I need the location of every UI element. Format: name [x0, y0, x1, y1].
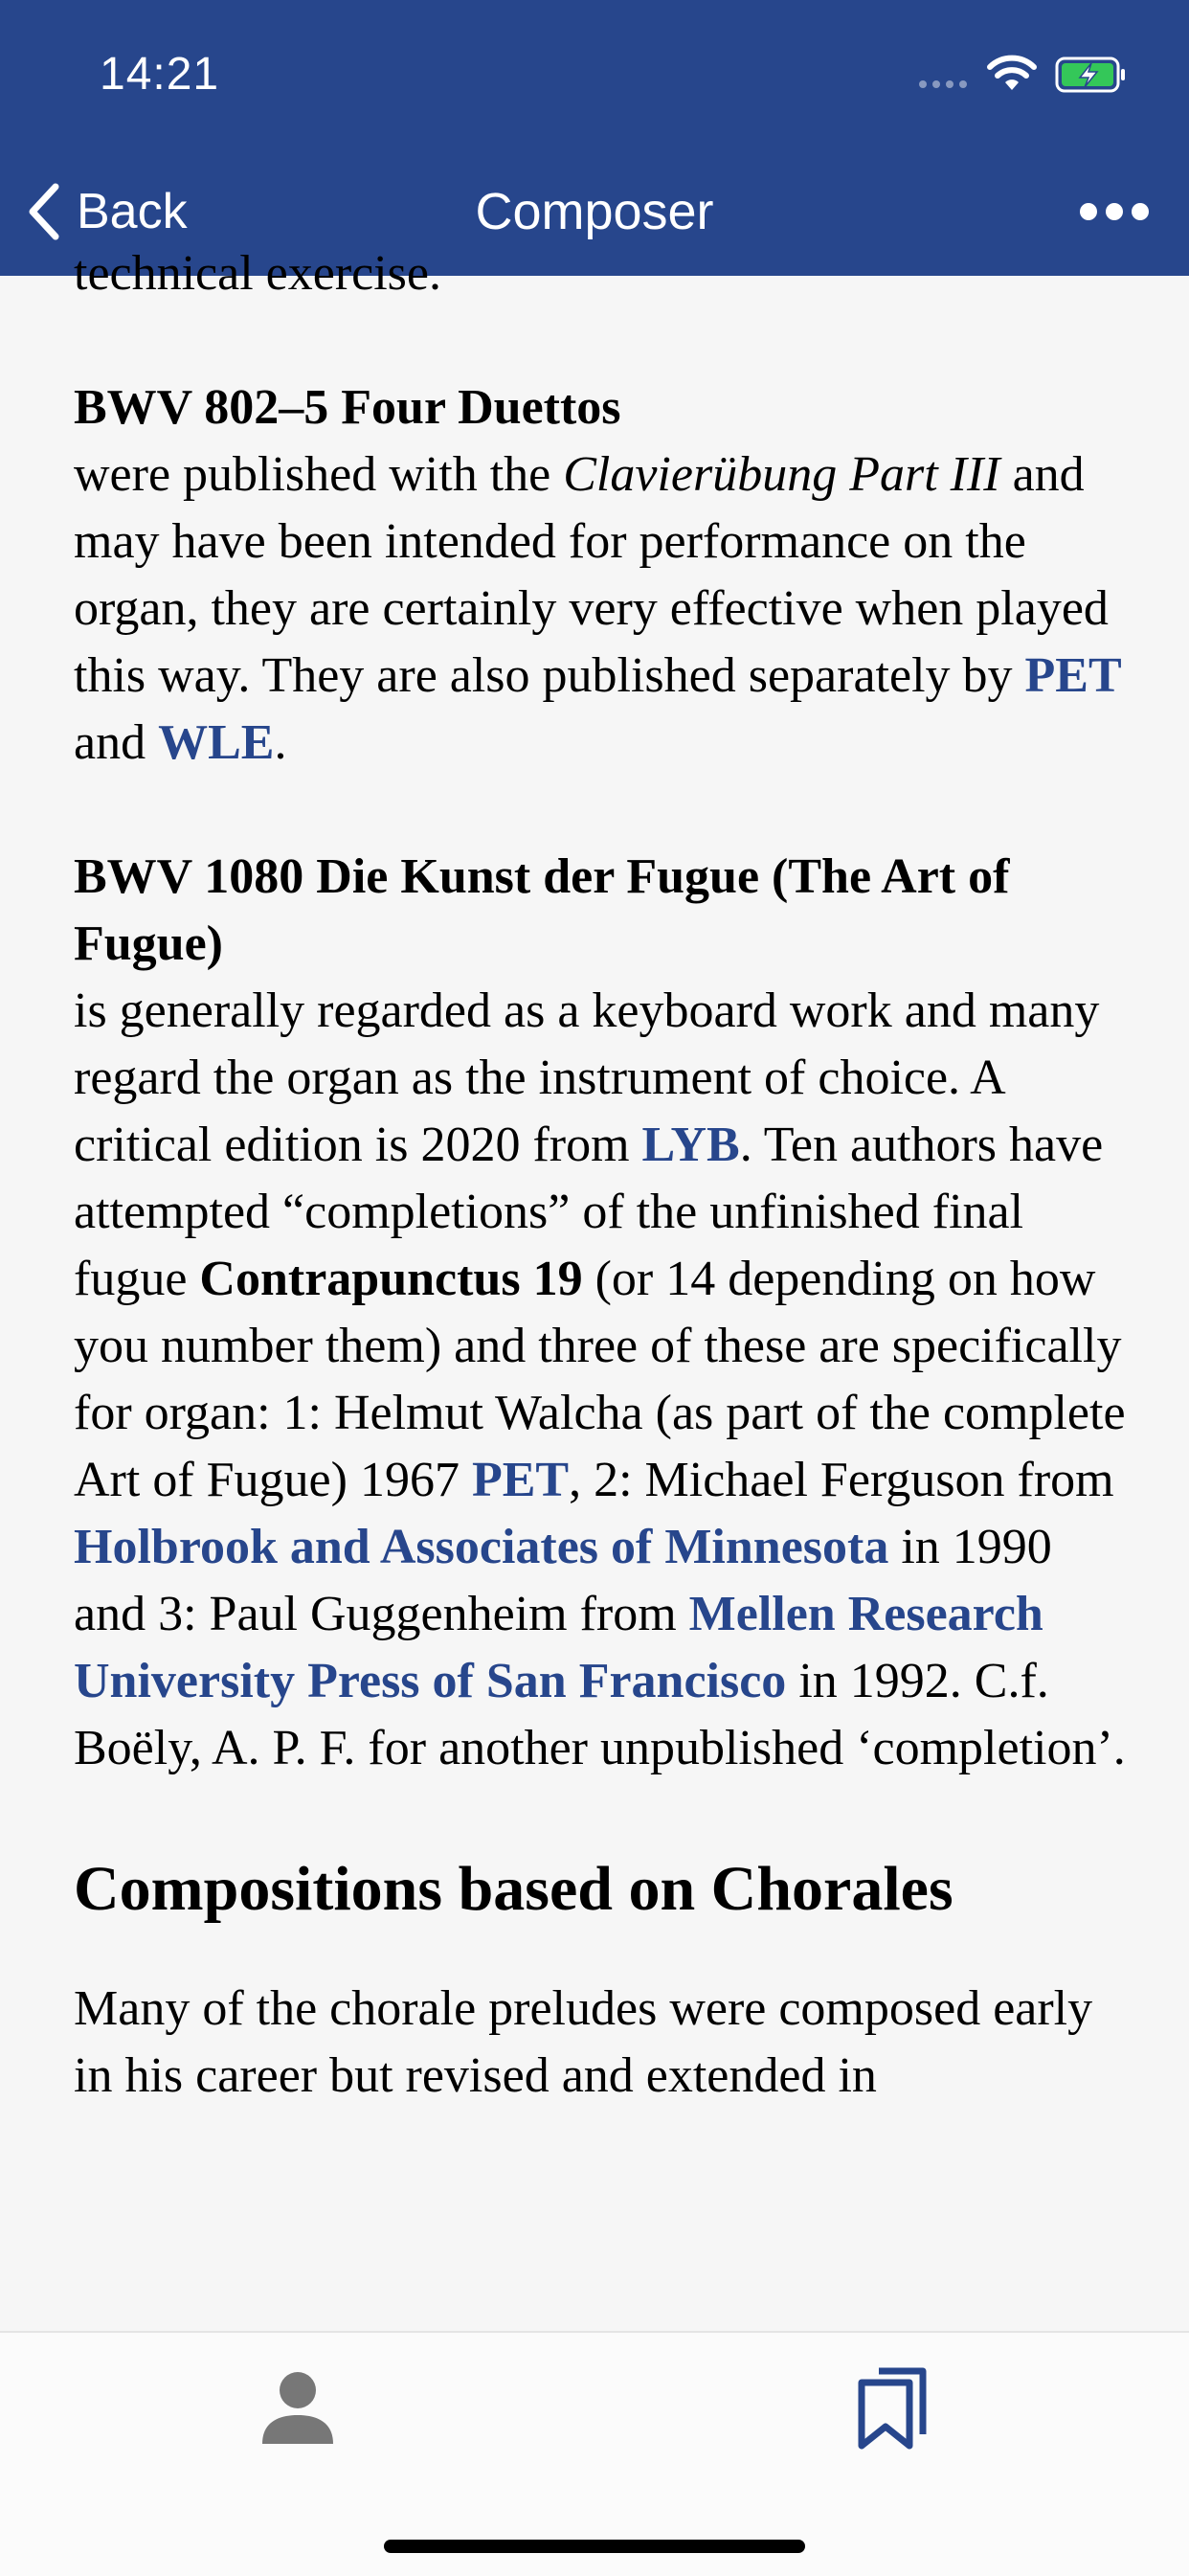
- link-holbrook[interactable]: Holbrook and Associates of Minnesota: [74, 1520, 889, 1574]
- link-pet[interactable]: PET: [1024, 648, 1122, 703]
- status-time: 14:21: [100, 49, 220, 100]
- ellipsis-icon: [1080, 203, 1149, 220]
- duettos-heading: BWV 802–5 Four Duettos: [74, 380, 621, 435]
- battery-charging-icon: [1055, 56, 1128, 94]
- tab-bookmarks[interactable]: [858, 2367, 927, 2450]
- section-duettos: [74, 374, 1127, 777]
- person-icon: [262, 2372, 333, 2444]
- chevron-left-icon: [25, 181, 63, 242]
- duettos-body: were published with the Clavierübung Part III and may have been intended for performance on the organ, they are certainly very effective when played this way. They are also published separately by PET and WLE.: [74, 447, 1122, 770]
- tab-composers[interactable]: [260, 2369, 335, 2446]
- wifi-icon: [986, 56, 1038, 94]
- contrapunctus-bold: Contrapunctus 19: [199, 1252, 583, 1306]
- link-pet-2[interactable]: PET: [471, 1453, 570, 1507]
- art-of-fugue-heading: BWV 1080 Die Kunst der Fugue (The Art of Fugue): [74, 849, 1010, 971]
- paragraph-partial: technical exercise.: [74, 246, 441, 301]
- nav-title: Composer: [475, 183, 714, 240]
- chorales-body: Many of the chorale preludes were composed early in his career but revised and extended in: [74, 1981, 1093, 2103]
- back-button[interactable]: [25, 178, 188, 245]
- back-label: Back: [77, 184, 188, 239]
- bookmarks-icon: [862, 2371, 923, 2446]
- art-of-fugue-body: is generally regarded as a keyboard work and many regard the organ as the instrument of choice. A critical edition is 2020 from LYB. Ten authors have attempted “completions” of the unfinished final fugue Contrapunctus 19 (or 14 depending on how you number them) and three of these are specifically for organ: 1: Helmut Walcha (as part of the complete Art of Fugue) 1967 PET, 2: Michael Ferguson from Holbrook and Associates of Minnesota in 1990 and 3: Paul Guggenheim from Mellen Research University Press of San Francisco in 1992. C.f. Boëly, A. P. F. for another unpublished ‘completion’.: [74, 983, 1126, 1775]
- chorales-heading: Compositions based on Chorales: [74, 1854, 953, 1924]
- more-options-button[interactable]: [1078, 201, 1151, 222]
- home-indicator: [384, 2540, 805, 2553]
- link-wle[interactable]: WLE: [158, 715, 275, 770]
- tab-bar: [0, 2331, 1189, 2576]
- cellular-signal-icon: [919, 80, 967, 88]
- composer-article: [74, 246, 1127, 2331]
- link-mellen[interactable]: Mellen Research University Press of San Francisco: [74, 1587, 1043, 1708]
- section-art-of-fugue: [74, 844, 1127, 1782]
- link-lyb[interactable]: LYB: [641, 1118, 740, 1172]
- top-bar: [0, 0, 1189, 276]
